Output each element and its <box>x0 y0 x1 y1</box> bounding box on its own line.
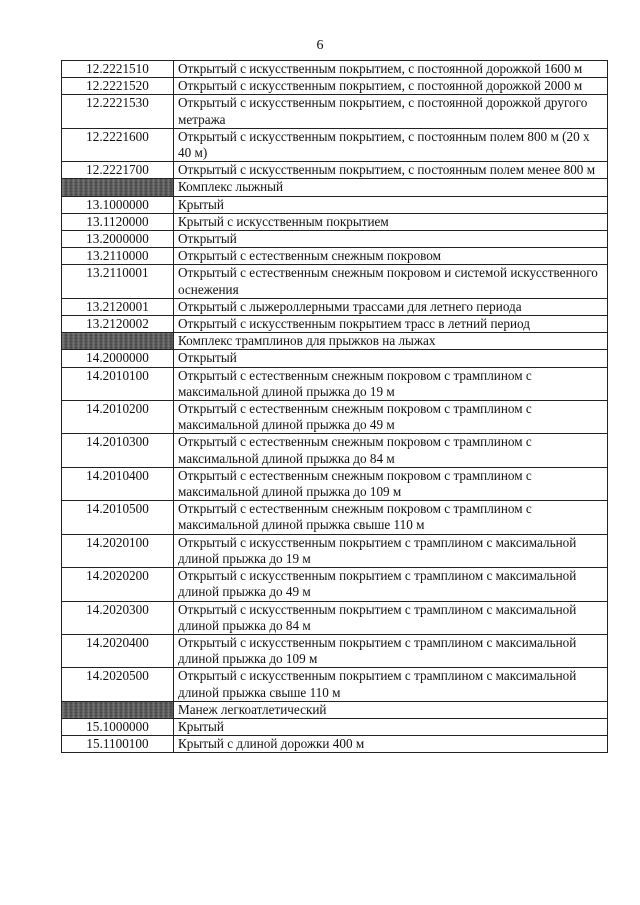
code-cell: 13.1000000 <box>62 196 174 213</box>
code-cell: 14.2010500 <box>62 501 174 534</box>
code-cell: 13.2110000 <box>62 248 174 265</box>
table-row <box>62 467 608 500</box>
description-cell: Открытый с искусственным покрытием с трамплином с максимальной длиной прыжка до 109 м <box>174 634 608 667</box>
description-cell: Открытый с искусственным покрытием, с постоянным полем менее 800 м <box>174 162 608 179</box>
description-cell: Открытый с лыжероллерными трассами для летнего периода <box>174 298 608 315</box>
table-row <box>62 231 608 248</box>
description-cell: Открытый с естественным снежным покровом с трамплином с максимальной длиной прыжка до 109 м <box>174 467 608 500</box>
table-row <box>62 196 608 213</box>
table-row <box>62 265 608 298</box>
code-cell: 14.2020500 <box>62 668 174 701</box>
section-header-row <box>62 333 608 350</box>
table-row <box>62 298 608 315</box>
code-cell: 14.2010300 <box>62 434 174 467</box>
code-cell: 15.1100100 <box>62 736 174 753</box>
code-cell: 14.2000000 <box>62 350 174 367</box>
section-code-cell-shaded <box>62 333 174 350</box>
description-cell: Крытый <box>174 196 608 213</box>
table-row <box>62 568 608 601</box>
description-cell: Открытый с искусственным покрытием с трамплином с максимальной длиной прыжка до 19 м <box>174 534 608 567</box>
code-cell: 14.2020200 <box>62 568 174 601</box>
code-cell: 14.2020100 <box>62 534 174 567</box>
code-cell: 12.2221700 <box>62 162 174 179</box>
code-cell: 13.1120000 <box>62 213 174 230</box>
table-row <box>62 601 608 634</box>
description-cell: Открытый с естественным снежным покровом <box>174 248 608 265</box>
section-code-cell-shaded <box>62 179 174 196</box>
code-cell: 12.2221530 <box>62 95 174 128</box>
table-row <box>62 534 608 567</box>
description-cell: Открытый с естественным снежным покровом с трамплином с максимальной длиной прыжка до 84 м <box>174 434 608 467</box>
description-cell: Открытый <box>174 350 608 367</box>
code-cell: 12.2221600 <box>62 128 174 161</box>
code-cell: 13.2000000 <box>62 231 174 248</box>
table-body <box>62 61 608 753</box>
code-cell: 14.2020400 <box>62 634 174 667</box>
table-row <box>62 501 608 534</box>
table-row <box>62 162 608 179</box>
code-cell: 14.2020300 <box>62 601 174 634</box>
table-row <box>62 401 608 434</box>
table-row <box>62 95 608 128</box>
page-number: 6 <box>316 38 324 53</box>
section-title-cell: Манеж легкоатлетический <box>174 701 608 718</box>
description-cell: Крытый <box>174 718 608 735</box>
description-cell: Открытый с естественным снежным покровом с трамплином с максимальной длиной прыжка свыше 110 м <box>174 501 608 534</box>
table-row <box>62 434 608 467</box>
description-cell: Открытый с искусственным покрытием с трамплином с максимальной длиной прыжка до 84 м <box>174 601 608 634</box>
table-row <box>62 350 608 367</box>
code-cell: 14.2010200 <box>62 401 174 434</box>
code-cell: 12.2221520 <box>62 78 174 95</box>
code-cell: 12.2221510 <box>62 61 174 78</box>
section-header-row <box>62 701 608 718</box>
table-row <box>62 213 608 230</box>
table-row <box>62 736 608 753</box>
table-row <box>62 316 608 333</box>
section-title-cell: Комплекс трамплинов для прыжков на лыжах <box>174 333 608 350</box>
description-cell: Открытый с естественным снежным покровом с трамплином с максимальной длиной прыжка до 19 м <box>174 367 608 400</box>
code-cell: 15.1000000 <box>62 718 174 735</box>
code-cell: 14.2010100 <box>62 367 174 400</box>
classification-table <box>61 60 608 753</box>
description-cell: Открытый с естественным снежным покровом и системой искусственного оснежения <box>174 265 608 298</box>
description-cell: Открытый с искусственным покрытием, с постоянной дорожкой 1600 м <box>174 61 608 78</box>
table-row <box>62 78 608 95</box>
table-row <box>62 718 608 735</box>
table-row <box>62 128 608 161</box>
section-title-cell: Комплекс лыжный <box>174 179 608 196</box>
code-cell: 13.2120001 <box>62 298 174 315</box>
code-cell: 13.2110001 <box>62 265 174 298</box>
table-row <box>62 634 608 667</box>
description-cell: Крытый с длиной дорожки 400 м <box>174 736 608 753</box>
description-cell: Открытый с искусственным покрытием трасс в летний период <box>174 316 608 333</box>
description-cell: Открытый с искусственным покрытием с трамплином с максимальной длиной прыжка свыше 110 м <box>174 668 608 701</box>
description-cell: Крытый с искусственным покрытием <box>174 213 608 230</box>
section-header-row <box>62 179 608 196</box>
description-cell: Открытый с искусственным покрытием, с постоянным полем 800 м (20 х 40 м) <box>174 128 608 161</box>
description-cell: Открытый с искусственным покрытием, с постоянной дорожкой другого метража <box>174 95 608 128</box>
table-row <box>62 248 608 265</box>
description-cell: Открытый <box>174 231 608 248</box>
description-cell: Открытый с искусственным покрытием, с постоянной дорожкой 2000 м <box>174 78 608 95</box>
table-row <box>62 61 608 78</box>
table-row <box>62 367 608 400</box>
description-cell: Открытый с искусственным покрытием с трамплином с максимальной длиной прыжка до 49 м <box>174 568 608 601</box>
section-code-cell-shaded <box>62 701 174 718</box>
code-cell: 14.2010400 <box>62 467 174 500</box>
description-cell: Открытый с естественным снежным покровом с трамплином с максимальной длиной прыжка до 49 м <box>174 401 608 434</box>
code-cell: 13.2120002 <box>62 316 174 333</box>
table-row <box>62 668 608 701</box>
